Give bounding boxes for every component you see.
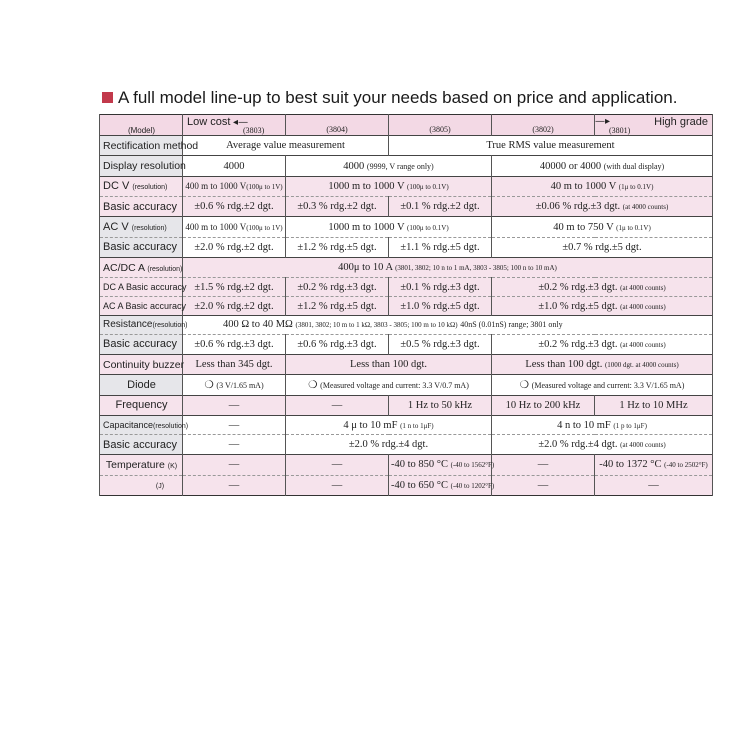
aca-accuracy-row: AC A Basic accuracy ±2.0 % rdg.±2 dgt. ±1.2 % rdg.±5 dgt. ±1.0 % rdg.±5 dgt. ±1.0 % rdg.±5 dgt. (at 4000 counts): [100, 297, 713, 316]
diode-circle-icon: ❍: [204, 380, 214, 392]
resistance-row: Resistance(resolution) 400 Ω to 40 MΩ (3801, 3802; 10 m to 1 kΩ, 3803 - 3805; 100 m to 10 kΩ) 40nS (0.01nS) range; 3801 only: [100, 315, 713, 334]
spec-table: [99, 114, 712, 496]
diode-circle-icon: ❍: [519, 380, 530, 392]
dcv-3803: 400 m to 1000 V(100μ to 1V): [183, 176, 286, 196]
average-value-cell: Average value measurement: [183, 136, 389, 156]
arrow-right-icon: —▸: [595, 116, 611, 127]
acv-label: AC V (resolution): [100, 217, 183, 237]
capacitance-accuracy-row: Basic accuracy — ±2.0 % rdg.±4 dgt. ±2.0 % rdg.±4 dgt. (at 4000 counts): [100, 434, 713, 454]
aca-accuracy-label: AC A Basic accuracy: [100, 297, 183, 316]
acv-row: AC V (resolution) 400 m to 1000 V(100μ to 1V) 1000 m to 1000 V (100μ to 0.1V) 40 m to 750 V (1μ to 0.1V): [100, 217, 713, 237]
capacitance-row: Capacitance(resolution) — 4 μ to 10 mF (1 n to 1μF) 4 n to 10 mF (1 p to 1μF): [100, 416, 713, 435]
temperature-label: Temperature (K): [100, 455, 183, 475]
diode-circle-icon: ❍: [308, 380, 318, 392]
high-grade-label: High grade: [654, 116, 708, 128]
diode-row: Diode ❍ (3 V/1.65 mA) ❍ (Measured voltage and current: 3.3 V/0.7 mA) ❍ (Measured voltage and current: 3.3 V/1.65 mA): [100, 375, 713, 395]
rectification-row: [100, 136, 713, 156]
rectification-label: Rectification method: [100, 136, 183, 156]
diode-label: Diode: [100, 375, 183, 395]
bullet-square-icon: [102, 92, 113, 103]
temperature-k-row: Temperature (K) — — -40 to 850 °C (-40 to 1562°F) — -40 to 1372 °C (-40 to 2502°F): [100, 455, 713, 475]
dcv-accuracy-label: Basic accuracy: [100, 197, 183, 217]
heading-text: A full model line-up to best suit your needs based on price and application.: [118, 88, 678, 107]
resistance-label: Resistance(resolution): [100, 315, 183, 334]
model-3802: (3802): [492, 115, 595, 136]
arrow-left-icon: ◂—: [233, 117, 249, 128]
page-heading: [102, 88, 722, 110]
display-row: [100, 156, 713, 176]
continuity-label: Continuity buzzer: [100, 355, 183, 375]
temperature-j-row: (J) — — -40 to 650 °C (-40 to 1202°F) — —: [100, 475, 713, 495]
model-3804: (3804): [286, 115, 389, 136]
acv-accuracy-label: Basic accuracy: [100, 237, 183, 257]
acdca-row: AC/DC A (resolution) 400μ to 10 A (3801, 3802; 10 n to 1 mA, 3803 - 3805; 100 n to 10 mA): [100, 258, 713, 278]
capacitance-label: Capacitance(resolution): [100, 416, 183, 435]
temperature-j-label: (J): [100, 475, 183, 495]
dcv-label: DC V (resolution): [100, 176, 183, 196]
display-3802-3801: 40000 or 4000 (with dual display): [492, 156, 713, 176]
acdca-label: AC/DC A (resolution): [100, 258, 183, 278]
frequency-row: Frequency — — 1 Hz to 50 kHz 10 Hz to 200 kHz 1 Hz to 10 MHz: [100, 395, 713, 415]
frequency-label: Frequency: [100, 395, 183, 415]
model-label: (Model): [100, 115, 183, 136]
model-row: [100, 115, 713, 136]
continuity-row: Continuity buzzer Less than 345 dgt. Less than 100 dgt. Less than 100 dgt. (1000 dgt. at 4000 counts): [100, 355, 713, 375]
dca-accuracy-label: DC A Basic accuracy: [100, 278, 183, 297]
resistance-accuracy-row: Basic accuracy ±0.6 % rdg.±3 dgt. ±0.6 % rdg.±3 dgt. ±0.5 % rdg.±3 dgt. ±0.2 % rdg.±3 dgt. (at 4000 counts): [100, 334, 713, 354]
resistance-accuracy-label: Basic accuracy: [100, 334, 183, 354]
display-3804-3805: 4000 (9999, V range only): [286, 156, 492, 176]
dca-accuracy-row: DC A Basic accuracy ±1.5 % rdg.±2 dgt. ±0.2 % rdg.±3 dgt. ±0.1 % rdg.±3 dgt. ±0.2 % rdg.±3 dgt. (at 4000 counts): [100, 278, 713, 297]
dcv-3802-3801: 40 m to 1000 V (1μ to 0.1V): [492, 176, 713, 196]
dcv-3804-3805: 1000 m to 1000 V (100μ to 0.1V): [286, 176, 492, 196]
model-3803: Low cost ◂— (3803): [183, 115, 286, 136]
low-cost-label: Low cost: [187, 116, 231, 128]
acv-accuracy-row: Basic accuracy ±2.0 % rdg.±2 dgt. ±1.2 % rdg.±5 dgt. ±1.1 % rdg.±5 dgt. ±0.7 % rdg.±5 dgt.: [100, 237, 713, 257]
display-label: Display resolution: [100, 156, 183, 176]
capacitance-accuracy-label: Basic accuracy: [100, 434, 183, 454]
dcv-accuracy-row: Basic accuracy ±0.6 % rdg.±2 dgt. ±0.3 % rdg.±2 dgt. ±0.1 % rdg.±2 dgt. ±0.06 % rdg.±3 dgt. (at 4000 counts): [100, 197, 713, 217]
true-rms-cell: True RMS value measurement: [389, 136, 713, 156]
display-3803: 4000: [183, 156, 286, 176]
model-3805: (3805): [389, 115, 492, 136]
dcv-row: [100, 176, 713, 196]
model-3801: —▸ High grade (3801): [595, 115, 713, 136]
